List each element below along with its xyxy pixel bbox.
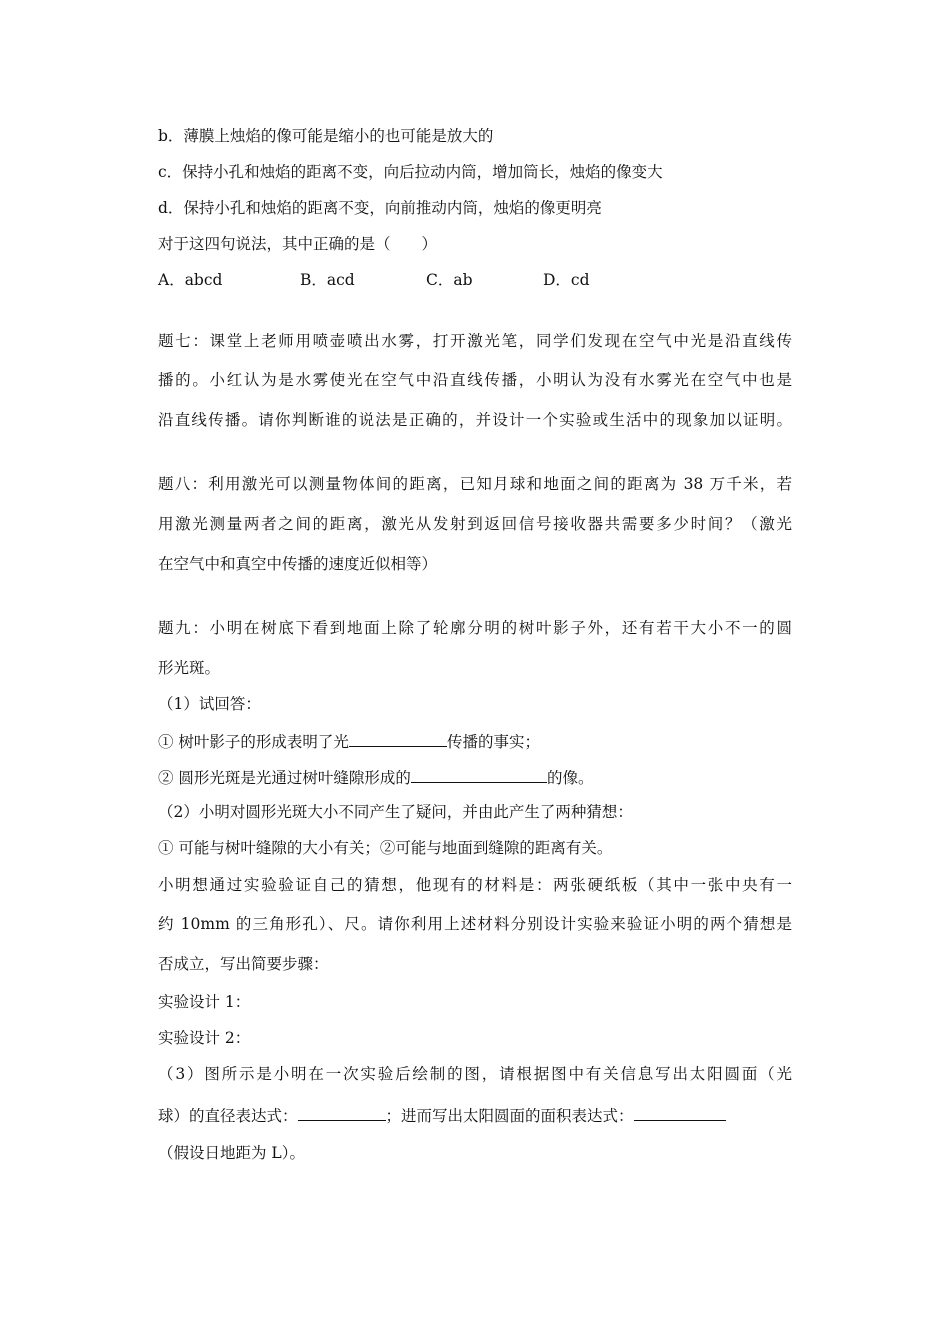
- q9-intro-line-2: 形光斑。: [158, 659, 221, 677]
- q9-part3-line-1: （3）图所示是小明在一次实验后绘制的图，请根据图中有关信息写出太阳圆面（光: [158, 1065, 792, 1083]
- q9-part3-line-2: 球）的直径表达式： ；进而写出太阳圆面的面积表达式：: [158, 1103, 726, 1127]
- answer-blank-area[interactable]: [634, 1103, 726, 1121]
- q9-materials-line-3: 否成立，写出简要步骤：: [158, 955, 329, 973]
- q8-line-1: 题八：利用激光可以测量物体间的距离，已知月球和地面之间的距离为 38 万千米，若: [158, 475, 792, 493]
- q7-line-1: 题七：课堂上老师用喷壶喷出水雾，打开激光笔，同学们发现在空气中光是沿直线传: [158, 332, 792, 350]
- q9-part1-item-b: ② 圆形光斑是光通过树叶缝隙形成的 的像。: [158, 765, 593, 789]
- q6-statement-d: d．保持小孔和烛焰的距离不变，向前推动内筒，烛焰的像更明亮: [158, 199, 602, 217]
- q9-part3-line-3: （假设日地距为 L）。: [158, 1144, 305, 1162]
- q9-part2-guesses: ① 可能与树叶缝隙的大小有关；②可能与地面到缝隙的距离有关。: [158, 839, 613, 857]
- q6-option-c: C．ab: [426, 271, 473, 289]
- q6-option-a: A．abcd: [158, 271, 223, 289]
- q6-option-d: D．cd: [543, 271, 590, 289]
- q9-part1-item-a: ① 树叶影子的形成表明了光 传播的事实；: [158, 729, 540, 753]
- q6-question: 对于这四句说法，其中正确的是（ ）: [158, 235, 438, 253]
- answer-blank-2[interactable]: [411, 765, 547, 783]
- q7-line-2: 播的。小红认为是水雾使光在空气中沿直线传播，小明认为没有水雾光在空气中也是: [158, 371, 792, 389]
- q9-experiment-1: 实验设计 1：: [158, 993, 251, 1011]
- q6-options: [158, 269, 792, 291]
- q7-line-3: 沿直线传播。请你判断谁的说法是正确的，并设计一个实验或生活中的现象加以证明。: [158, 411, 792, 429]
- q6-option-b: B．acd: [300, 271, 355, 289]
- q8-line-2: 用激光测量两者之间的距离，激光从发射到返回信号接收器共需要多少时间？（激光: [158, 515, 792, 533]
- q9-experiment-2: 实验设计 2：: [158, 1029, 251, 1047]
- answer-blank-diameter[interactable]: [298, 1103, 386, 1121]
- q6-statement-b: b．薄膜上烛焰的像可能是缩小的也可能是放大的: [158, 127, 494, 145]
- q8-line-3: 在空气中和真空中传播的速度近似相等）: [158, 555, 438, 573]
- q9-intro-line-1: 题九：小明在树底下看到地面上除了轮廓分明的树叶影子外，还有若干大小不一的圆: [158, 619, 792, 637]
- q9-part2-label: （2）小明对圆形光斑大小不同产生了疑问，并由此产生了两种猜想：: [158, 803, 633, 821]
- q6-statement-c: c．保持小孔和烛焰的距离不变，向后拉动内筒，增加筒长，烛焰的像变大: [158, 163, 663, 181]
- answer-blank-1[interactable]: [349, 729, 447, 747]
- q9-part1-label: （1）试回答：: [158, 695, 261, 713]
- q9-materials-line-2: 约 10mm 的三角形孔）、尺。请你利用上述材料分别设计实验来验证小明的两个猜想是: [158, 915, 792, 933]
- q9-materials-line-1: 小明想通过实验验证自己的猜想，他现有的材料是：两张硬纸板（其中一张中央有一: [158, 876, 792, 894]
